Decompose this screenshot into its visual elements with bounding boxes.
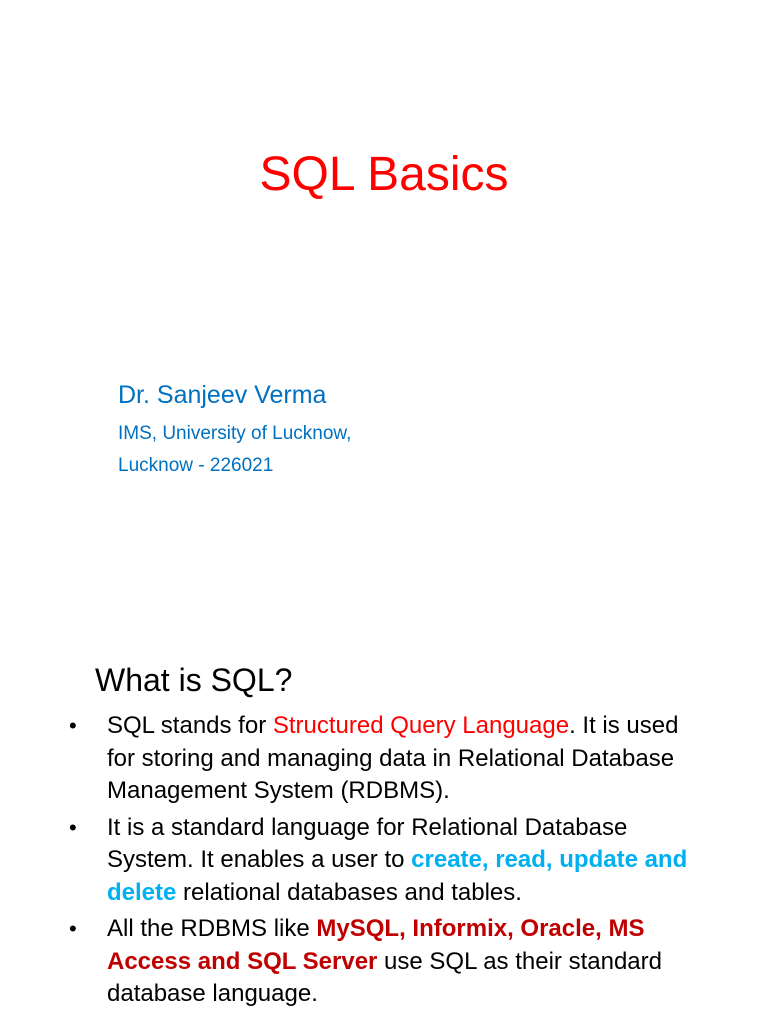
bullet-marker: • bbox=[69, 916, 77, 941]
affiliation-line-1: IMS, University of Lucknow, bbox=[118, 423, 352, 444]
bullet-item bbox=[66, 913, 706, 1011]
author-name: Dr. Sanjeev Verma bbox=[118, 381, 327, 409]
bullet-marker: • bbox=[69, 814, 77, 840]
highlight-term: MySQL, Informix, Oracle, MS Access and SQL Server bbox=[107, 915, 645, 975]
bullet-text: use SQL as their standard database language. bbox=[107, 947, 662, 1007]
bullet-item bbox=[66, 710, 706, 808]
bullet-item bbox=[66, 812, 706, 910]
highlight-term: Structured Query Language bbox=[272, 712, 570, 739]
highlight-term: create, read, update and delete bbox=[107, 846, 688, 906]
bullet-text: All the RDBMS like bbox=[107, 915, 317, 942]
slide-heading: What is SQL? bbox=[95, 662, 293, 698]
slide-title: SQL Basics bbox=[259, 148, 509, 201]
bullet-text: . It is used for storing and managing data in Relational Database Management System (RDBMS). bbox=[107, 712, 679, 804]
bullet-text: SQL stands for bbox=[107, 712, 273, 739]
bullet-text: It is a standard language for Relational Database System. It enables a user to bbox=[107, 813, 628, 873]
content-slide bbox=[0, 620, 768, 1024]
affiliation-line-2: Lucknow - 226021 bbox=[118, 455, 274, 476]
bullet-marker: • bbox=[69, 713, 77, 738]
bullet-text: relational databases and tables. bbox=[176, 878, 522, 906]
bullet-list bbox=[66, 710, 706, 1015]
